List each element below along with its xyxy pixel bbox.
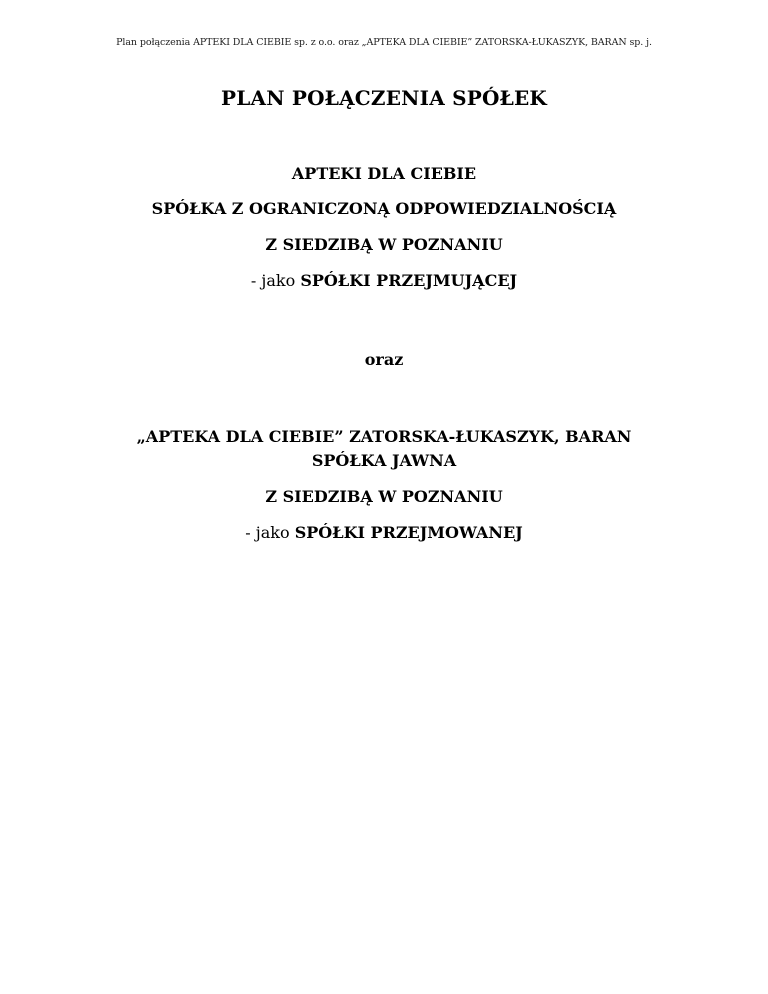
role-text: SPÓŁKI PRZEJMOWANEJ (294, 523, 523, 542)
acquiring-company-role (0, 271, 768, 290)
role-text: SPÓŁKI PRZEJMUJĄCEJ (300, 271, 518, 290)
acquiring-company-name: APTEKI DLA CIEBIE (291, 164, 477, 183)
conjunction: oraz (364, 350, 404, 369)
running-header: Plan połączenia APTEKI DLA CIEBIE sp. z o.o. oraz „APTEKA DLA CIEBIE” ZATORSKA-ŁUKASZYK, BARAN sp. j. (116, 37, 652, 48)
acquired-company-name-line2: SPÓŁKA JAWNA (311, 451, 457, 470)
role-prefix: - jako (250, 271, 301, 290)
acquiring-company-seat: Z SIEDZIBĄ W POZNANIU (265, 235, 503, 254)
acquired-company-role (0, 523, 768, 542)
acquired-company-seat: Z SIEDZIBĄ W POZNANIU (265, 487, 503, 506)
document-title: PLAN POŁĄCZENIA SPÓŁEK (220, 86, 548, 110)
acquiring-company-legal-form: SPÓŁKA Z OGRANICZONĄ ODPOWIEDZIALNOŚCIĄ (151, 199, 617, 218)
role-prefix: - jako (245, 523, 295, 542)
acquired-company-name-line1: „APTEKA DLA CIEBIE” ZATORSKA-ŁUKASZYK, BARAN (136, 427, 632, 446)
